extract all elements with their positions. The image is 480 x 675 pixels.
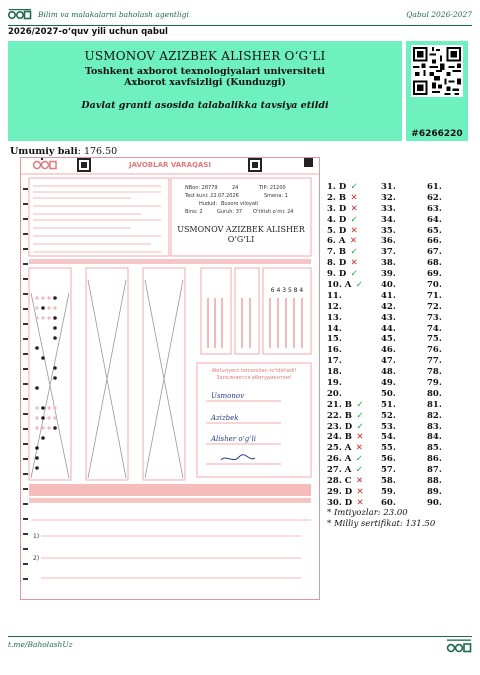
answer-row: 58. (381, 476, 396, 487)
question-number: 11. (327, 290, 342, 301)
chosen-answer: D (338, 182, 347, 192)
answer-row (327, 280, 377, 291)
answer-row (327, 411, 377, 422)
answer-row: 45. (381, 334, 396, 345)
cross-icon: ✕ (355, 443, 363, 454)
total-score-label: Umumiy bali (10, 146, 78, 157)
answer-row: 78. (427, 367, 442, 378)
chosen-answer: D (344, 497, 353, 508)
answer-row (327, 204, 377, 215)
svg-text:1): 1) (33, 533, 40, 540)
sheet-book-number: 6 4 3 5 8 4 (270, 287, 304, 294)
check-icon: ✓ (350, 269, 358, 280)
answer-row: 70. (427, 280, 442, 291)
question-number: 25. (327, 443, 342, 454)
answer-row (327, 367, 377, 378)
answer-row (327, 476, 377, 487)
question-number: 29. (327, 486, 342, 497)
answer-row (327, 258, 377, 269)
answer-row: 80. (427, 388, 442, 399)
question-number: 27. (327, 465, 342, 476)
answer-row: 39. (381, 269, 396, 280)
check-icon: ✓ (356, 421, 364, 432)
total-score-value: : 176.50 (77, 146, 118, 157)
telegram-link[interactable]: t.me/BaholashUz (8, 640, 73, 649)
answer-row (327, 487, 377, 498)
question-number: 12. (327, 301, 342, 312)
answer-row: 69. (427, 269, 442, 280)
answer-row: 40. (381, 280, 396, 291)
answer-row (327, 454, 377, 465)
answer-row: 57. (381, 465, 396, 476)
sheet-sig-lastname: Usmonov (211, 392, 245, 400)
recommendation-text: Davlat granti asosida talabalikka tavsiya etildi (81, 100, 329, 111)
sheet-nbon: NBon: 28779 (185, 185, 218, 191)
answer-row: 54. (381, 432, 396, 443)
answer-row: 47. (381, 356, 396, 367)
answer-row: 89. (427, 486, 442, 497)
question-number: 5. (327, 225, 336, 236)
answer-row: 87. (427, 465, 442, 476)
chosen-answer: B (338, 192, 347, 203)
answer-row: 49. (381, 378, 396, 389)
check-icon: ✓ (350, 182, 358, 192)
question-number: 15. (327, 334, 342, 345)
answer-row: 66. (427, 236, 442, 247)
answer-row (327, 182, 377, 193)
answers-column-3 (427, 182, 477, 509)
cross-icon: ✕ (350, 203, 358, 214)
answer-row: 44. (381, 323, 396, 334)
answer-row (327, 247, 377, 258)
agency-name: Bilim va malakalarni baholash agentligi (38, 10, 189, 19)
answer-row: 42. (381, 301, 396, 312)
question-number: 21. (327, 399, 342, 410)
question-number: 19. (327, 378, 342, 389)
answer-row: 51. (381, 399, 396, 410)
answer-row: 33. (381, 203, 396, 214)
answer-row: 31. (381, 182, 396, 192)
answer-row (327, 226, 377, 237)
student-name: USMONOV AZIZBEK ALISHER O‘G‘LI (84, 49, 326, 63)
answer-row: 90. (427, 497, 442, 508)
chosen-answer: B (344, 399, 352, 410)
answer-row (327, 378, 377, 389)
check-icon: ✓ (350, 247, 358, 258)
answer-row: 46. (381, 345, 396, 356)
chosen-answer: D (338, 203, 347, 214)
academic-year-title: 2026/2027-o‘quv yili uchun qabul (8, 27, 168, 37)
answer-row (327, 302, 377, 313)
answer-row: 48. (381, 367, 396, 378)
question-number: 14. (327, 323, 342, 334)
answer-row: 71. (427, 290, 442, 301)
privileges-score: * Imtiyozlar: 23.00 (327, 508, 408, 518)
answer-row: 64. (427, 214, 442, 225)
chosen-answer: B (338, 247, 347, 258)
question-number: 13. (327, 312, 342, 323)
answer-row (327, 432, 377, 443)
answer-row (327, 313, 377, 324)
admission-year: Qabul 2026-2027 (406, 10, 472, 19)
answer-row: 65. (427, 225, 442, 236)
check-icon: ✓ (350, 214, 358, 225)
check-icon: ✓ (355, 280, 363, 291)
chosen-answer: A (344, 443, 352, 454)
answer-row: 35. (381, 225, 396, 236)
question-number: 9. (327, 269, 336, 280)
answer-row (327, 422, 377, 433)
answer-row (327, 356, 377, 367)
check-icon: ✓ (356, 410, 364, 421)
answer-row: 53. (381, 421, 396, 432)
answer-row: 56. (381, 454, 396, 465)
answer-row: 76. (427, 345, 442, 356)
header-divider (8, 25, 472, 26)
chosen-answer: D (344, 486, 353, 497)
score-extras (327, 508, 435, 529)
question-number: 7. (327, 247, 336, 258)
answer-row: 83. (427, 421, 442, 432)
sheet-test-date: Test kuni: 22.07.2026 (185, 193, 239, 199)
sheet-applicant-note: Abituriyent tomonidan to‘ldiriladi! (211, 368, 297, 374)
answer-row (327, 400, 377, 411)
sheet-seat: O‘tirish o‘rni: 24 (253, 209, 294, 215)
page-header (8, 6, 472, 24)
sheet-applicant-note-ru: Заполняется абитуриентом! (216, 375, 292, 381)
answer-row (327, 215, 377, 226)
answer-row (327, 236, 377, 247)
answer-sheet-scan (20, 157, 320, 600)
answer-row: 37. (381, 247, 396, 258)
chosen-answer: A (338, 236, 346, 247)
university-name: Toshkent axborot texnologiyalari universiteti (85, 66, 325, 77)
certificate-id: #6266220 (411, 129, 463, 139)
qr-code-icon (411, 45, 463, 97)
answer-sheet-drawing (21, 158, 319, 599)
answer-row (327, 345, 377, 356)
chosen-answer: D (338, 225, 347, 236)
footer-divider (8, 636, 472, 637)
sheet-fullname-1: USMONOV AZIZBEK ALISHER (177, 225, 305, 234)
check-icon: ✓ (355, 465, 363, 476)
question-number: 4. (327, 214, 336, 225)
chosen-answer: A (344, 280, 352, 291)
sheet-sig-patronymic: Alisher o‘g‘li (211, 435, 256, 443)
question-number: 10. (327, 280, 342, 291)
result-banner (8, 41, 402, 141)
agency-logo-icon (8, 8, 32, 22)
sheet-fullname-2: O‘G‘LI (227, 235, 255, 244)
question-number: 8. (327, 258, 336, 269)
answer-row: 34. (381, 214, 396, 225)
answer-row (327, 334, 377, 345)
chosen-answer: B (344, 432, 352, 443)
check-icon: ✓ (355, 454, 363, 465)
agency-logo-icon (446, 638, 472, 654)
answer-row (327, 193, 377, 204)
answer-row: 88. (427, 476, 442, 487)
cross-icon: ✕ (356, 486, 364, 497)
qr-panel (406, 41, 468, 141)
question-number: 1. (327, 182, 336, 192)
answer-row: 62. (427, 192, 442, 203)
total-score (10, 146, 117, 157)
sheet-region-label: Hudud: (199, 201, 218, 207)
question-number: 26. (327, 454, 342, 465)
chosen-answer: D (338, 258, 347, 269)
cross-icon: ✕ (355, 476, 364, 487)
question-number: 6. (327, 236, 336, 247)
chosen-answer: D (338, 214, 347, 225)
chosen-answer: C (344, 476, 352, 487)
sheet-n24: 24 (232, 185, 239, 191)
answer-row: 60. (381, 497, 396, 508)
answer-row: 85. (427, 443, 442, 454)
question-number: 3. (327, 203, 336, 214)
answer-row: 36. (381, 236, 396, 247)
answer-row: 84. (427, 432, 442, 443)
sheet-tip: TIP: 21200 (259, 185, 286, 191)
sheet-shift: Smena: 1 (264, 193, 288, 199)
question-number: 28. (327, 476, 342, 487)
answer-row (327, 269, 377, 280)
cross-icon: ✕ (350, 192, 358, 203)
answer-row: 61. (427, 182, 442, 192)
cross-icon: ✕ (350, 258, 358, 269)
question-number: 18. (327, 367, 342, 378)
answer-row: 43. (381, 312, 396, 323)
answer-row: 55. (381, 443, 396, 454)
sheet-group: Guruh: 37 (217, 209, 243, 215)
answer-row: 59. (381, 486, 396, 497)
answer-row: 82. (427, 410, 442, 421)
cross-icon: ✕ (350, 225, 358, 236)
question-number: 22. (327, 410, 342, 421)
check-icon: ✓ (356, 399, 364, 410)
sheet-region: Buxoro viloyati (221, 201, 259, 207)
answer-row: 72. (427, 301, 442, 312)
chosen-answer: B (344, 410, 352, 421)
sheet-sig-firstname: Azizbek (211, 414, 239, 422)
chosen-answer: A (344, 454, 352, 465)
question-number: 2. (327, 192, 336, 203)
answer-row (327, 324, 377, 335)
answers-column-1 (327, 182, 377, 509)
question-number: 23. (327, 421, 342, 432)
answer-row: 52. (381, 410, 396, 421)
question-number: 20. (327, 388, 342, 399)
chosen-answer: D (344, 421, 353, 432)
answer-row (327, 389, 377, 400)
chosen-answer: D (338, 269, 347, 280)
question-number: 30. (327, 497, 342, 508)
svg-text:2): 2) (33, 555, 40, 562)
answer-row: 77. (427, 356, 442, 367)
answer-row (327, 465, 377, 476)
answers-column-2 (381, 182, 431, 509)
answer-row: 50. (381, 388, 396, 399)
faculty-name: Axborot xavfsizligi (Kunduzgi) (124, 77, 286, 88)
answer-row: 38. (381, 258, 396, 269)
answer-row (327, 443, 377, 454)
cross-icon: ✕ (349, 236, 357, 247)
answer-row: 75. (427, 334, 442, 345)
cross-icon: ✕ (356, 432, 364, 443)
answer-row: 32. (381, 192, 396, 203)
answer-row: 63. (427, 203, 442, 214)
question-number: 24. (327, 432, 342, 443)
answer-row: 81. (427, 399, 442, 410)
sheet-building: Bino: 2 (185, 209, 203, 215)
question-number: 17. (327, 356, 342, 367)
answer-row (327, 291, 377, 302)
sheet-title: JAVOBLAR VARAQASI (128, 161, 212, 169)
question-number: 16. (327, 345, 342, 356)
answer-row: 67. (427, 247, 442, 258)
answer-row: 74. (427, 323, 442, 334)
national-certificate-score: * Milliy sertifikat: 131.50 (327, 518, 436, 529)
cross-icon: ✕ (356, 497, 364, 508)
answer-row: 86. (427, 454, 442, 465)
answer-row: 79. (427, 378, 442, 389)
answer-row: 41. (381, 290, 396, 301)
answer-row: 73. (427, 312, 442, 323)
chosen-answer: A (344, 465, 352, 476)
answer-row: 68. (427, 258, 442, 269)
